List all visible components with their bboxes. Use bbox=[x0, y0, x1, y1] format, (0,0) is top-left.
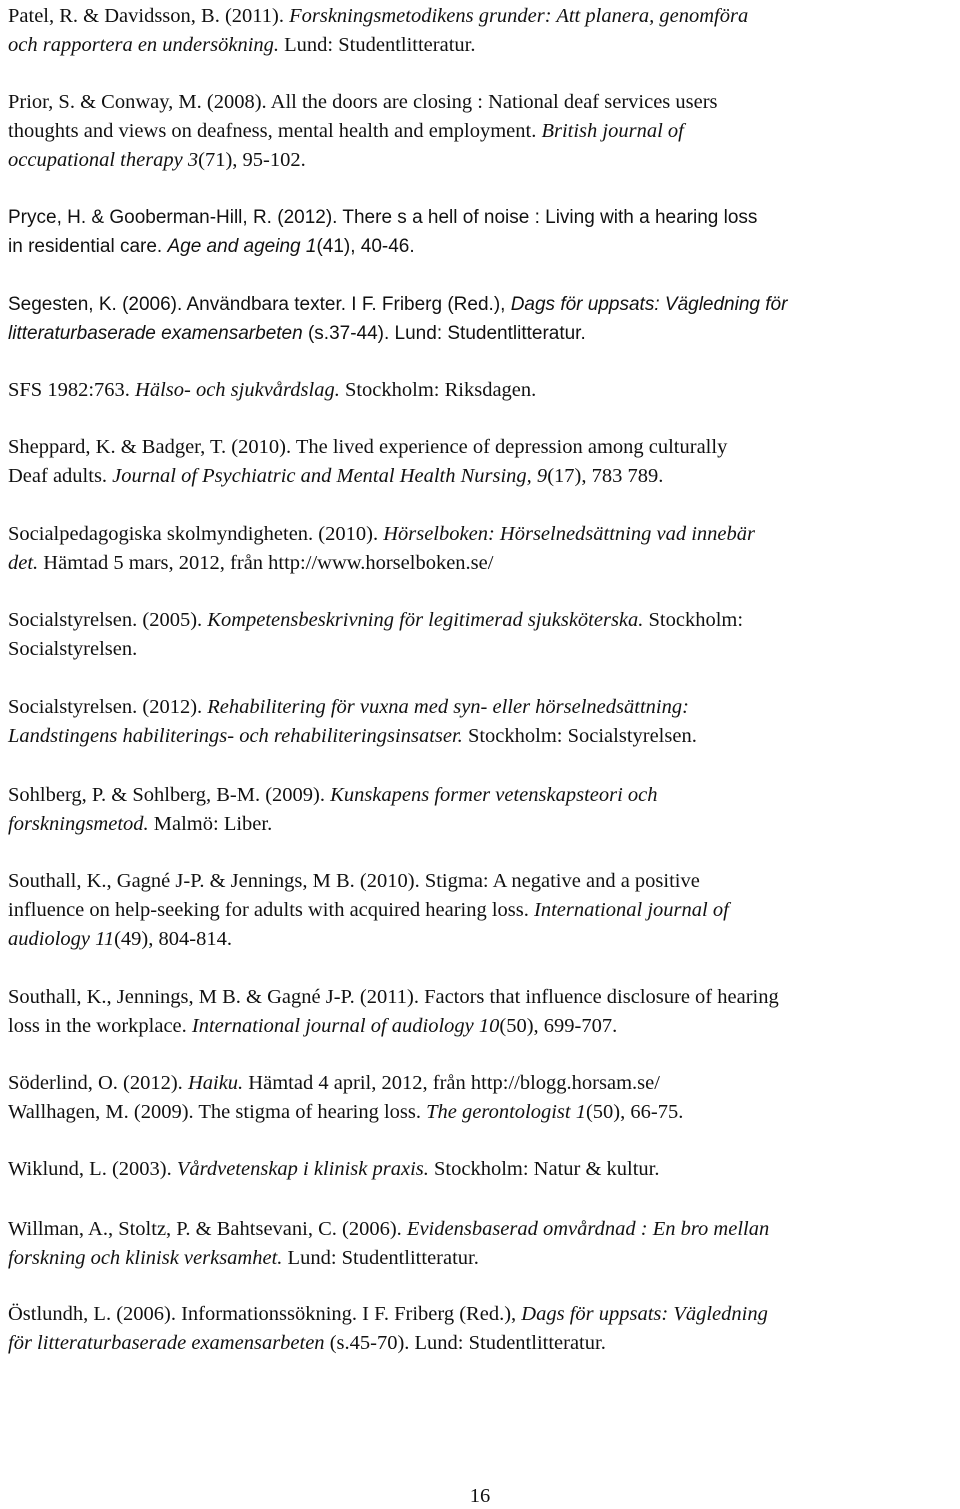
reference-text: Socialstyrelsen. bbox=[8, 638, 138, 660]
reference-italic-text: Haiku. bbox=[187, 1072, 244, 1094]
reference-line bbox=[8, 376, 956, 405]
reference-italic-text: British journal of bbox=[541, 120, 684, 142]
reference-italic-text: Vårdvetenskap i klinisk praxis. bbox=[176, 1158, 429, 1180]
reference-italic-text: forskningsmetod. bbox=[8, 813, 149, 835]
reference-text: (17), 783 789. bbox=[547, 465, 664, 487]
reference-text: Socialstyrelsen. (2012). bbox=[8, 696, 208, 718]
reference-italic-text: Hörselboken: Hörselnedsättning vad innebär bbox=[383, 523, 755, 545]
reference-text: Wiklund, L. (2003). bbox=[8, 1158, 177, 1180]
reference-entry bbox=[8, 1155, 956, 1184]
reference-line bbox=[8, 1215, 956, 1244]
reference-italic-text: Dags för uppsats: Vägledning bbox=[521, 1303, 768, 1325]
reference-line bbox=[8, 867, 956, 896]
reference-text: Lund: Studentlitteratur. bbox=[279, 34, 476, 56]
reference-italic-text: Landstingens habiliterings- och rehabiliteringsinsatser. bbox=[8, 725, 463, 747]
reference-text: Söderlind, O. (2012). bbox=[8, 1072, 188, 1094]
reference-text: Deaf adults. bbox=[8, 465, 113, 487]
reference-line bbox=[8, 983, 956, 1012]
reference-text: Wallhagen, M. (2009). The stigma of hearing loss. bbox=[8, 1101, 427, 1123]
reference-text: (50), 699-707. bbox=[499, 1015, 618, 1037]
reference-line bbox=[8, 606, 956, 635]
reference-text: in residential care. bbox=[8, 236, 168, 257]
reference-italic-text: för litteraturbaserade examensarbeten bbox=[8, 1332, 325, 1354]
reference-entry bbox=[8, 606, 956, 664]
reference-entry bbox=[8, 1215, 956, 1273]
reference-italic-text: The gerontologist 1 bbox=[426, 1101, 586, 1123]
reference-text: thoughts and views on deafness, mental health and employment. bbox=[8, 120, 542, 142]
reference-line bbox=[8, 722, 956, 751]
reference-italic-text: Forskningsmetodikens grunder: Att planera, genomföra bbox=[289, 5, 749, 27]
reference-line bbox=[8, 520, 956, 549]
reference-italic-text: International journal of audiology 10 bbox=[191, 1015, 500, 1037]
reference-text: Stockholm: Natur & kultur. bbox=[428, 1158, 660, 1180]
reference-line bbox=[8, 549, 956, 578]
reference-text: Lund: Studentlitteratur. bbox=[282, 1247, 479, 1269]
reference-line bbox=[8, 462, 956, 491]
reference-text: Willman, A., Stoltz, P. & Bahtsevani, C. (2006). bbox=[8, 1218, 407, 1240]
reference-line bbox=[8, 1155, 956, 1184]
reference-text: Prior, S. & Conway, M. (2008). All the doors are closing : National deaf services users bbox=[8, 91, 718, 113]
reference-entry bbox=[8, 983, 956, 1041]
reference-line bbox=[8, 203, 956, 232]
reference-text: Southall, K., Jennings, M B. & Gagné J-P. (2011). Factors that influence disclosure of hearing bbox=[8, 986, 779, 1008]
reference-text: (49), 804-814. bbox=[114, 928, 232, 950]
reference-italic-text: International journal of bbox=[534, 899, 729, 921]
reference-text: Malmö: Liber. bbox=[148, 813, 273, 835]
reference-line bbox=[8, 1244, 956, 1273]
reference-text: influence on help-seeking for adults with acquired hearing loss. bbox=[8, 899, 535, 921]
reference-entry bbox=[8, 781, 956, 839]
reference-line bbox=[8, 2, 956, 31]
reference-italic-text: det. bbox=[8, 552, 39, 574]
reference-entry bbox=[8, 1069, 956, 1127]
reference-italic-text: Kompetensbeskrivning för legitimerad sjuksköterska. bbox=[207, 609, 644, 631]
reference-line bbox=[8, 1069, 956, 1098]
reference-text: Socialpedagogiska skolmyndigheten. (2010). bbox=[8, 523, 384, 545]
reference-text: Hämtad 4 april, 2012, från http://blogg.horsam.se/ bbox=[243, 1072, 660, 1094]
reference-text: Socialstyrelsen. (2005). bbox=[8, 609, 208, 631]
reference-italic-text: och rapportera en undersökning. bbox=[8, 34, 280, 56]
reference-line bbox=[8, 290, 956, 319]
reference-italic-text: Age and ageing 1 bbox=[167, 236, 317, 257]
reference-italic-text: Kunskapens former vetenskapsteori och bbox=[330, 784, 658, 806]
reference-line bbox=[8, 1329, 956, 1358]
reference-line bbox=[8, 1012, 956, 1041]
reference-text: (s.37-44). Lund: Studentlitteratur. bbox=[302, 323, 586, 344]
page-number: 16 bbox=[469, 1485, 491, 1507]
reference-line bbox=[8, 146, 956, 175]
reference-entry bbox=[8, 1300, 956, 1358]
reference-entry bbox=[8, 693, 956, 751]
reference-line bbox=[8, 1300, 956, 1329]
reference-line bbox=[8, 693, 956, 722]
reference-italic-text: Dags för uppsats: Vägledning för bbox=[510, 294, 788, 315]
reference-text: Pryce, H. & Gooberman-Hill, R. (2012). There s a hell of noise : Living with a hearing loss bbox=[8, 207, 758, 228]
reference-text: SFS 1982:763. bbox=[8, 379, 136, 401]
reference-text: Stockholm: Riksdagen. bbox=[339, 379, 537, 401]
reference-text: (71), 95-102. bbox=[198, 149, 306, 171]
reference-line bbox=[8, 88, 956, 117]
reference-line bbox=[8, 319, 956, 348]
reference-entry bbox=[8, 520, 956, 578]
reference-text: Segesten, K. (2006). Användbara texter. I F. Friberg (Red.), bbox=[8, 294, 511, 315]
reference-line bbox=[8, 117, 956, 146]
reference-text: Patel, R. & Davidsson, B. (2011). bbox=[8, 5, 290, 27]
reference-line bbox=[8, 635, 956, 664]
reference-text: Östlundh, L. (2006). Informationssökning. I F. Friberg (Red.), bbox=[8, 1303, 522, 1325]
reference-entry bbox=[8, 203, 956, 261]
reference-entry bbox=[8, 290, 956, 348]
reference-line bbox=[8, 810, 956, 839]
reference-text: Stockholm: bbox=[643, 609, 744, 631]
reference-text: loss in the workplace. bbox=[8, 1015, 192, 1037]
reference-text: (41), 40-46. bbox=[316, 236, 415, 257]
reference-entry bbox=[8, 433, 956, 491]
reference-italic-text: Evidensbaserad omvårdnad : En bro mellan bbox=[406, 1218, 770, 1240]
reference-text: Southall, K., Gagné J-P. & Jennings, M B. (2010). Stigma: A negative and a positive bbox=[8, 870, 700, 892]
reference-italic-text: forskning och klinisk verksamhet. bbox=[8, 1247, 283, 1269]
reference-italic-text: Rehabilitering för vuxna med syn- eller hörselnedsättning: bbox=[207, 696, 689, 718]
reference-entry bbox=[8, 88, 956, 175]
reference-text: Sohlberg, P. & Sohlberg, B-M. (2009). bbox=[8, 784, 331, 806]
reference-text: Stockholm: Socialstyrelsen. bbox=[462, 725, 697, 747]
reference-text: Sheppard, K. & Badger, T. (2010). The lived experience of depression among culturally bbox=[8, 436, 728, 458]
reference-italic-text: Hälso- och sjukvårdslag. bbox=[135, 379, 340, 401]
reference-line bbox=[8, 896, 956, 925]
reference-text: (s.45-70). Lund: Studentlitteratur. bbox=[324, 1332, 606, 1354]
reference-italic-text: litteraturbaserade examensarbeten bbox=[8, 323, 303, 344]
reference-italic-text: occupational therapy 3 bbox=[8, 149, 199, 171]
reference-line bbox=[8, 781, 956, 810]
reference-line bbox=[8, 925, 956, 954]
reference-italic-text: Journal of Psychiatric and Mental Health Nursing, 9 bbox=[112, 465, 548, 487]
reference-text: Hämtad 5 mars, 2012, från http://www.horselboken.se/ bbox=[38, 552, 494, 574]
reference-line bbox=[8, 1098, 956, 1127]
reference-line bbox=[8, 31, 956, 60]
reference-entry bbox=[8, 376, 956, 405]
reference-entry bbox=[8, 2, 956, 60]
reference-italic-text: audiology 11 bbox=[8, 928, 115, 950]
reference-line bbox=[8, 232, 956, 261]
reference-line bbox=[8, 433, 956, 462]
reference-entry bbox=[8, 867, 956, 954]
reference-text: (50), 66-75. bbox=[585, 1101, 684, 1123]
